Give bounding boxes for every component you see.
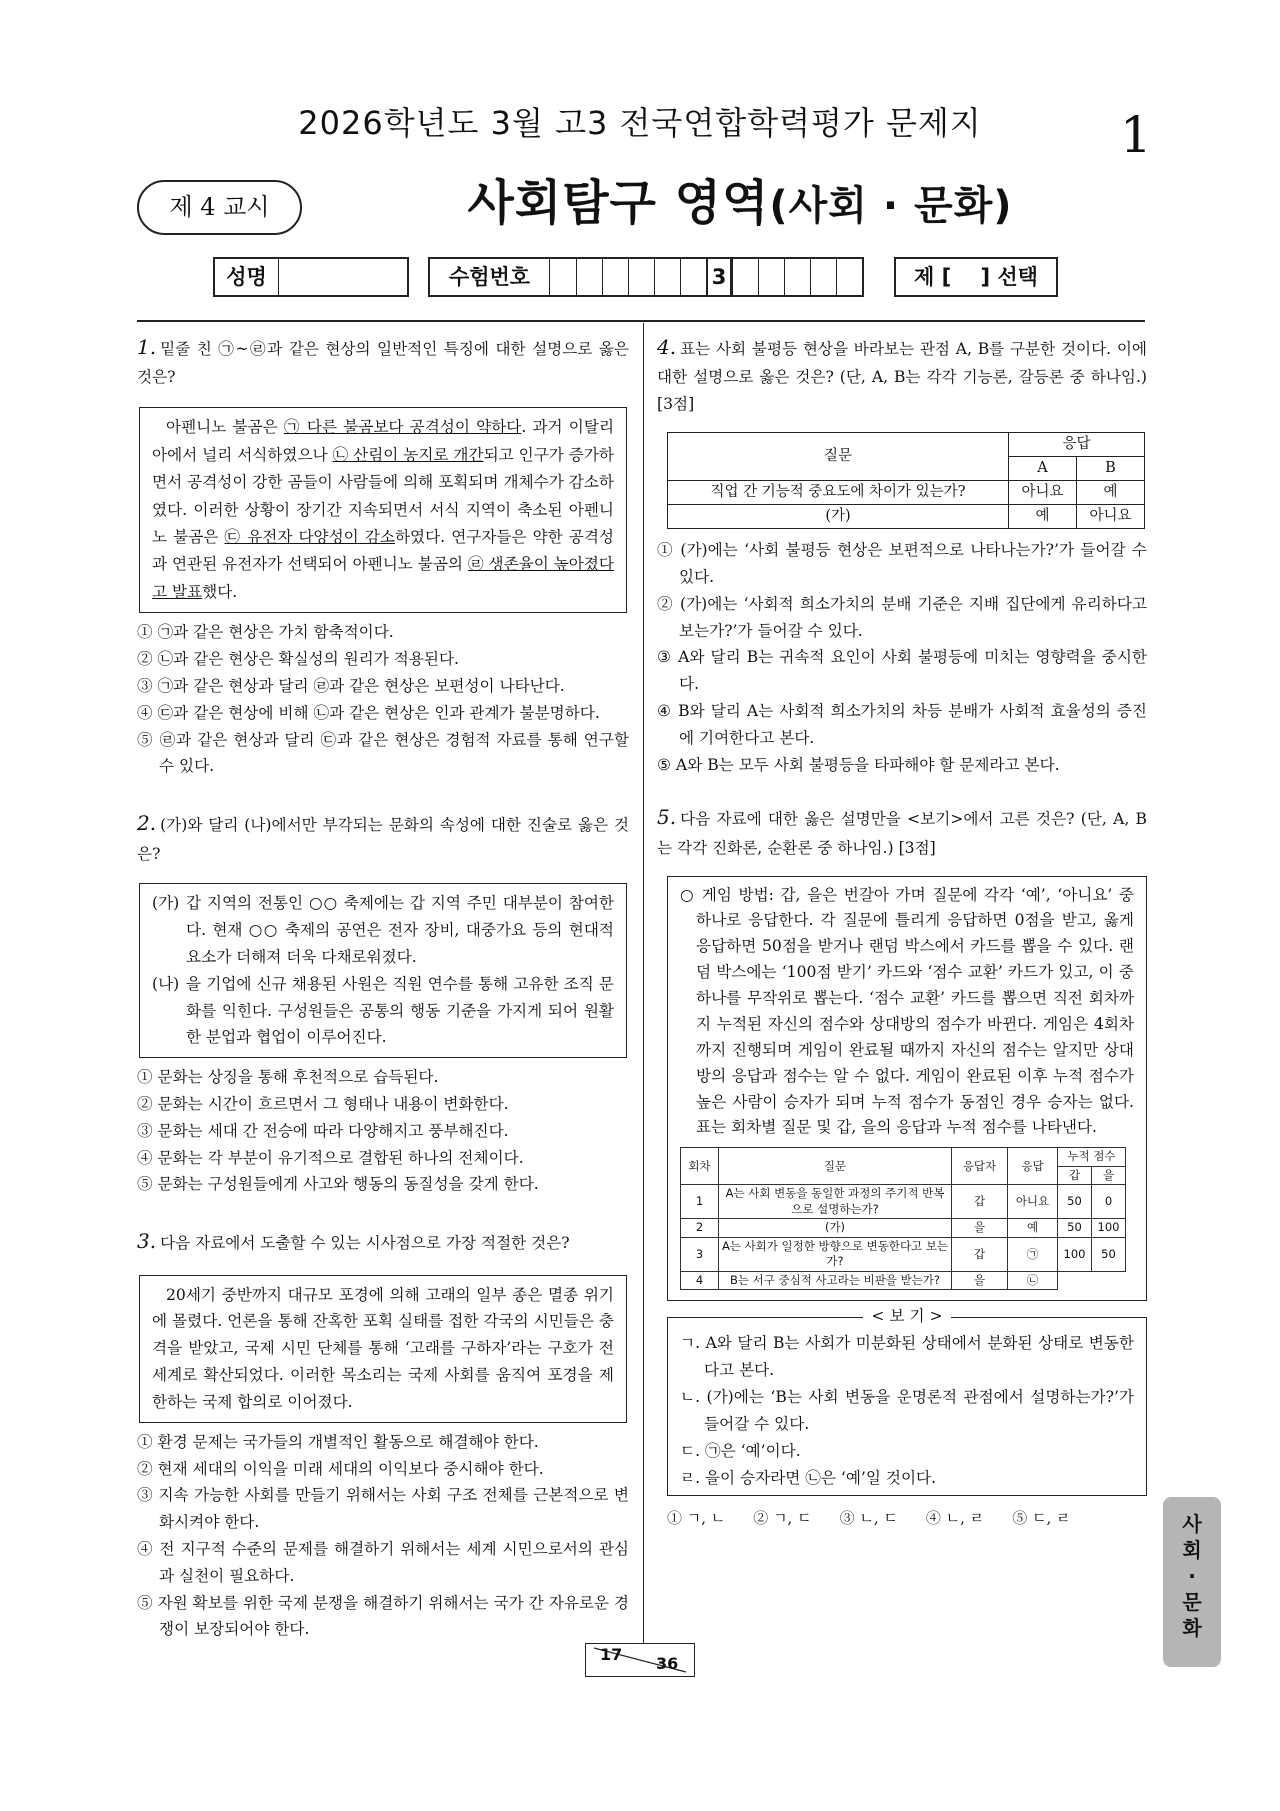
passage-na: 을 기업에 신규 채용된 사원은 직원 연수를 통해 고유한 조직 문화를 익힌다. 구성원들은 공통의 행동 기준을 가지게 되어 원활한 분업과 협업이 이루어진다. — [186, 974, 614, 1047]
cell-responder: 을 — [952, 1271, 1008, 1290]
th-gap: 갑 — [1058, 1166, 1092, 1185]
option-1[interactable]: ① 환경 문제는 국가들의 개별적인 활동으로 해결해야 한다. — [137, 1432, 539, 1451]
th-eul: 을 — [1092, 1166, 1126, 1185]
cell-eul: 100 — [1092, 1219, 1126, 1238]
question-number: 2. — [137, 811, 157, 836]
bogi-item: ㄱ. A와 달리 B는 사회가 미분화된 상태에서 분화된 상태로 변동한다고 본다. — [680, 1334, 1134, 1380]
table-row — [681, 1219, 1126, 1238]
game-description: ○ 게임 방법: 갑, 을은 번갈아 가며 질문에 각각 ‘예’, ‘아니요’ 중 하나로 응답한다. 각 질문에 틀리게 응답하면 0점을 받고, 옳게 응답하면 50점을 받거나 랜덤 박스에서 카드를 뽑을 수 있다. 랜덤 박스에는 ‘100점 받기’ 카드와 ‘점수 교환’ 카드가 있고, 이 중 하나를 무작위로 뽑는다. ‘점수 교환’ 카드를 뽑으면 직전 회차까지 누적된 자신의 점수와 상대방의 점수가 바뀐다. 게임은 4회차까지 진행되며 게임이 완료될 때까지 자신의 점수는 알지만 상대방의 응답과 점수는 알 수 없다. 게임이 완료된 이후 누적 점수가 높은 사람이 승자가 되며 누적 점수가 동점인 경우 승자는 없다. 표는 회차별 질문 및 갑, 을의 응답과 누적 점수를 나타낸다. — [680, 885, 1134, 1137]
exam-title: 2026학년도 3월 고3 전국연합학력평가 문제지 — [298, 104, 982, 142]
name-box — [213, 257, 409, 297]
digit-cell[interactable] — [810, 259, 836, 295]
cell-round: 2 — [681, 1219, 719, 1238]
digit-cell[interactable] — [836, 259, 862, 295]
option-1[interactable]: ① ㉠과 같은 현상은 가치 함축적이다. — [137, 623, 394, 642]
current-page: 17 — [600, 1645, 623, 1664]
th-responder: 응답자 — [952, 1148, 1008, 1185]
answer-options — [667, 1506, 1147, 1532]
subject-main: 사회탐구 영역 — [467, 175, 770, 231]
table-row — [681, 1237, 1126, 1271]
cell-response: ㉡ — [1008, 1271, 1058, 1290]
game-table — [680, 1147, 1126, 1290]
row1-a: 아니요 — [1009, 481, 1077, 505]
bogi-item: ㄴ. (가)에는 ‘B는 사회 변동을 운명론적 관점에서 설명하는가?’가 들어갈 수 있다. — [680, 1388, 1134, 1433]
passage-text: 하였다. 연구자들은 약한 공격성과 연관된 유전자가 선택되어 아펜니노 불곰의 — [152, 527, 614, 574]
row2-question: (가) — [668, 505, 1009, 529]
option-2[interactable]: ② ㄱ, ㄷ — [753, 1509, 812, 1528]
digit-cell[interactable] — [784, 259, 810, 295]
option-3[interactable]: ③ A와 달리 B는 귀속적 요인이 사회 불평등에 미치는 영향력을 중시한다. — [657, 648, 1147, 694]
right-column — [657, 330, 1147, 1532]
option-2[interactable]: ② ㉡과 같은 현상은 확실성의 원리가 적용된다. — [137, 650, 459, 669]
cell-question: A는 사회가 일정한 방향으로 변동한다고 보는가? — [719, 1237, 952, 1271]
row2-a: 예 — [1009, 505, 1077, 529]
bogi-title-wrap — [668, 1306, 1146, 1326]
digit-cell[interactable] — [602, 259, 628, 295]
passage-text: 되고 인구가 증가하면서 공격성이 강한 곰들이 사람들에 의해 포획되며 개체수가 감소하였다. 이러한 상황이 장기간 지속되면서 서식 지역이 축소된 아펜니노 불곰은 — [152, 445, 614, 546]
cell-gap: 100 — [1058, 1237, 1092, 1271]
exam-number-label: 수험번호 — [430, 259, 550, 295]
option-4[interactable]: ④ ㉢과 같은 현상에 비해 ㉡과 같은 현상은 인과 관계가 불분명하다. — [137, 703, 600, 722]
underline-a: ㉠ 다른 불곰보다 공격성이 약하다 — [283, 418, 522, 437]
header-divider — [137, 320, 1145, 322]
question-text: 다음 자료에서 도출할 수 있는 시사점으로 가장 적절한 것은? — [160, 1234, 570, 1253]
option-4[interactable]: ④ ㄴ, ㄹ — [925, 1509, 985, 1528]
digit-cell[interactable] — [576, 259, 602, 295]
option-3[interactable]: ③ 문화는 세대 간 전승에 따라 다양해지고 풍부해진다. — [137, 1121, 509, 1140]
option-5[interactable]: ⑤ ㄷ, ㄹ — [1012, 1509, 1071, 1528]
digit-cell[interactable] — [732, 259, 758, 295]
subject-side-tab — [1163, 1497, 1221, 1667]
option-2[interactable]: ② (가)에는 ‘사회적 희소가치의 분배 기준은 지배 집단에게 유리하다고 보는가?’가 들어갈 수 있다. — [657, 594, 1147, 640]
underline-d: ㉣ 생존율이 높아졌다고 발표 — [152, 555, 614, 601]
cell-gap: 50 — [1058, 1219, 1092, 1238]
bogi-item: ㄷ. ㉠은 ‘예’이다. — [680, 1441, 801, 1460]
cell-round: 4 — [681, 1271, 719, 1290]
subject-paren: (사회 · 문화) — [769, 183, 1013, 229]
question-5 — [657, 800, 1147, 1532]
cell-eul: 0 — [1092, 1185, 1126, 1219]
table-row — [681, 1185, 1126, 1219]
option-3[interactable]: ③ ㉠과 같은 현상과 달리 ㉣과 같은 현상은 보편성이 나타난다. — [137, 676, 565, 695]
passage-text: 아펜니노 불곰은 — [166, 418, 284, 437]
exam-number-grid[interactable] — [550, 259, 862, 295]
column-divider — [643, 323, 644, 1643]
bogi-title: < 보 기 > — [863, 1307, 950, 1325]
th-round: 회차 — [681, 1148, 719, 1185]
digit-cell[interactable] — [758, 259, 784, 295]
th-score: 누적 점수 — [1058, 1148, 1126, 1167]
cell-question: A는 사회 변동을 동일한 과정의 주기적 반복으로 설명하는가? — [719, 1185, 952, 1219]
total-pages: 36 — [656, 1654, 679, 1673]
choice-box[interactable] — [894, 257, 1058, 297]
bogi-item: ㄹ. 을이 승자라면 ㉡은 ‘예’일 것이다. — [680, 1468, 937, 1487]
cell-round: 1 — [681, 1185, 719, 1219]
cell-responder: 갑 — [952, 1237, 1008, 1271]
option-1[interactable]: ① 문화는 상징을 통해 후천적으로 습득된다. — [137, 1068, 439, 1087]
name-label: 성명 — [215, 259, 279, 295]
bogi-box — [667, 1307, 1147, 1496]
option-4[interactable]: ④ 문화는 각 부분이 유기적으로 결합된 하나의 전체이다. — [137, 1148, 524, 1167]
question-3 — [137, 1224, 629, 1643]
question-number: 4. — [657, 335, 677, 359]
option-5[interactable]: ⑤ A와 B는 모두 사회 불평등을 타파해야 할 문제라고 본다. — [657, 755, 1060, 774]
choice-label: 제 [ ] 선택 — [914, 265, 1038, 289]
th-response: 응답 — [1008, 1148, 1058, 1185]
th-b: B — [1077, 457, 1145, 481]
th-question: 질문 — [719, 1148, 952, 1185]
option-5[interactable]: ⑤ ㉣과 같은 현상과 달리 ㉢과 같은 현상은 경험적 자료를 통해 연구할 수 있다. — [137, 730, 629, 776]
row2-b: 아니요 — [1077, 505, 1145, 529]
th-question: 질문 — [668, 433, 1009, 481]
table-row — [681, 1271, 1126, 1290]
passage-box — [139, 883, 627, 1058]
digit-cell[interactable] — [654, 259, 680, 295]
option-4[interactable]: ④ 전 지구적 수준의 문제를 해결하기 위해서는 세계 시민으로서의 관심과 실천이 필요하다. — [137, 1539, 629, 1585]
question-4 — [657, 330, 1147, 778]
passage-box: 20세기 중반까지 대규모 포경에 의해 고래의 일부 종은 멸종 위기에 몰렸다. 언론을 통해 잔혹한 포획 실태를 접한 각국의 시민들은 충격을 받았고, 국제 시민 단체를 통해 ‘고래를 구하자’라는 구호가 전 세계로 확산되었다. 이러한 목소리는 국제 사회를 움직여 포경을 제한하는 국제 합의로 이어졌다. — [139, 1275, 627, 1423]
option-2[interactable]: ② 현재 세대의 이익을 미래 세대의 이익보다 중시해야 한다. — [137, 1459, 544, 1478]
page-number: 1 — [1120, 106, 1152, 164]
cell-eul-hidden — [1092, 1271, 1126, 1290]
option-3[interactable]: ③ ㄴ, ㄷ — [839, 1509, 898, 1528]
option-5[interactable]: ⑤ 자원 확보를 위한 국제 분쟁을 해결하기 위해서는 국가 간 자유로운 경쟁이 보장되어야 한다. — [137, 1593, 629, 1639]
passage-text: . 과거 이탈리아에서 널리 서식하였으나 — [152, 418, 615, 464]
row1-question: 직업 간 기능적 중요도에 차이가 있는가? — [668, 481, 1009, 505]
passage-box — [139, 407, 627, 613]
cell-round: 3 — [681, 1237, 719, 1271]
question-number: 5. — [657, 805, 677, 830]
question-text: (가)와 달리 (나)에서만 부각되는 문화의 속성에 대한 진술로 옳은 것은? — [137, 816, 629, 863]
cell-response: 예 — [1008, 1219, 1058, 1238]
cell-response: ㉠ — [1008, 1237, 1058, 1271]
cell-question: (가) — [719, 1219, 952, 1238]
passage-box — [667, 876, 1147, 1302]
digit-cell-fixed: 3 — [706, 259, 732, 295]
viewpoint-table — [667, 432, 1145, 529]
digit-cell[interactable] — [680, 259, 706, 295]
question-text: 표는 사회 불평등 현상을 바라보는 관점 A, B를 구분한 것이다. 이에 대한 설명으로 옳은 것은? (단, A, B는 각각 기능론, 갈등론 중 하나임.) [3점] — [657, 340, 1147, 414]
digit-cell[interactable] — [628, 259, 654, 295]
option-5[interactable]: ⑤ 문화는 구성원들에게 사고와 행동의 동질성을 갖게 한다. — [137, 1175, 539, 1194]
option-1[interactable]: ① ㄱ, ㄴ — [667, 1509, 726, 1528]
option-2[interactable]: ② 문화는 시간이 흐르면서 그 형태나 내용이 변화한다. — [137, 1095, 509, 1114]
name-field[interactable] — [279, 259, 407, 295]
question-number: 1. — [137, 335, 157, 359]
row1-b: 예 — [1077, 481, 1145, 505]
cell-response: 아니요 — [1008, 1185, 1058, 1219]
underline-c: ㉢ 유전자 다양성이 감소 — [224, 527, 395, 546]
digit-cell[interactable] — [550, 259, 576, 295]
cell-responder: 갑 — [952, 1185, 1008, 1219]
question-number: 3. — [137, 1229, 157, 1254]
label-ga: (가) — [152, 894, 180, 913]
question-text: 다음 자료에 대한 옳은 설명만을 <보기>에서 고른 것은? (단, A, B는 각각 진화론, 순환론 중 하나임.) [3점] — [657, 810, 1147, 857]
cell-question: B는 서구 중심적 사고라는 비판을 받는가? — [719, 1271, 952, 1290]
question-1 — [137, 330, 629, 780]
option-1[interactable]: ① (가)에는 ‘사회 불평등 현상은 보편적으로 나타나는가?’가 들어갈 수 있다. — [657, 541, 1147, 586]
passage-ga: 갑 지역의 전통인 ○○ 축제에는 갑 지역 주민 대부분이 참여한다. 현재 ○○ 축제의 공연은 전자 장비, 대중가요 등의 현대적 요소가 더해져 더욱 다채로워졌다. — [186, 894, 614, 966]
underline-b: ㉡ 산림이 농지로 개간 — [332, 445, 484, 464]
option-4[interactable]: ④ B와 달리 A는 사회적 희소가치의 차등 분배가 사회적 효율성의 증진에 기여한다고 본다. — [657, 701, 1147, 747]
page-marker — [585, 1643, 695, 1677]
side-tab-text: 사회 · 문화 — [1182, 1512, 1202, 1640]
label-na: (나) — [152, 974, 180, 993]
question-2 — [137, 806, 629, 1198]
cell-eul: 50 — [1092, 1237, 1126, 1271]
passage-text: 했다. — [202, 582, 238, 601]
th-a: A — [1009, 457, 1077, 481]
option-3[interactable]: ③ 지속 가능한 사회를 만들기 위해서는 사회 구조 전체를 근본적으로 변화시켜야 한다. — [137, 1486, 629, 1532]
cell-gap-hidden — [1058, 1271, 1092, 1290]
left-column — [137, 330, 629, 1643]
exam-number-box — [428, 257, 864, 297]
th-answer: 응답 — [1009, 433, 1145, 457]
cell-responder: 을 — [952, 1219, 1008, 1238]
question-text: 밑줄 친 ㉠~㉣과 같은 현상의 일반적인 특징에 대한 설명으로 옳은 것은? — [137, 340, 629, 387]
cell-gap: 50 — [1058, 1185, 1092, 1219]
period-label: 제 4 교시 — [137, 180, 302, 235]
subject-title — [0, 172, 1280, 234]
